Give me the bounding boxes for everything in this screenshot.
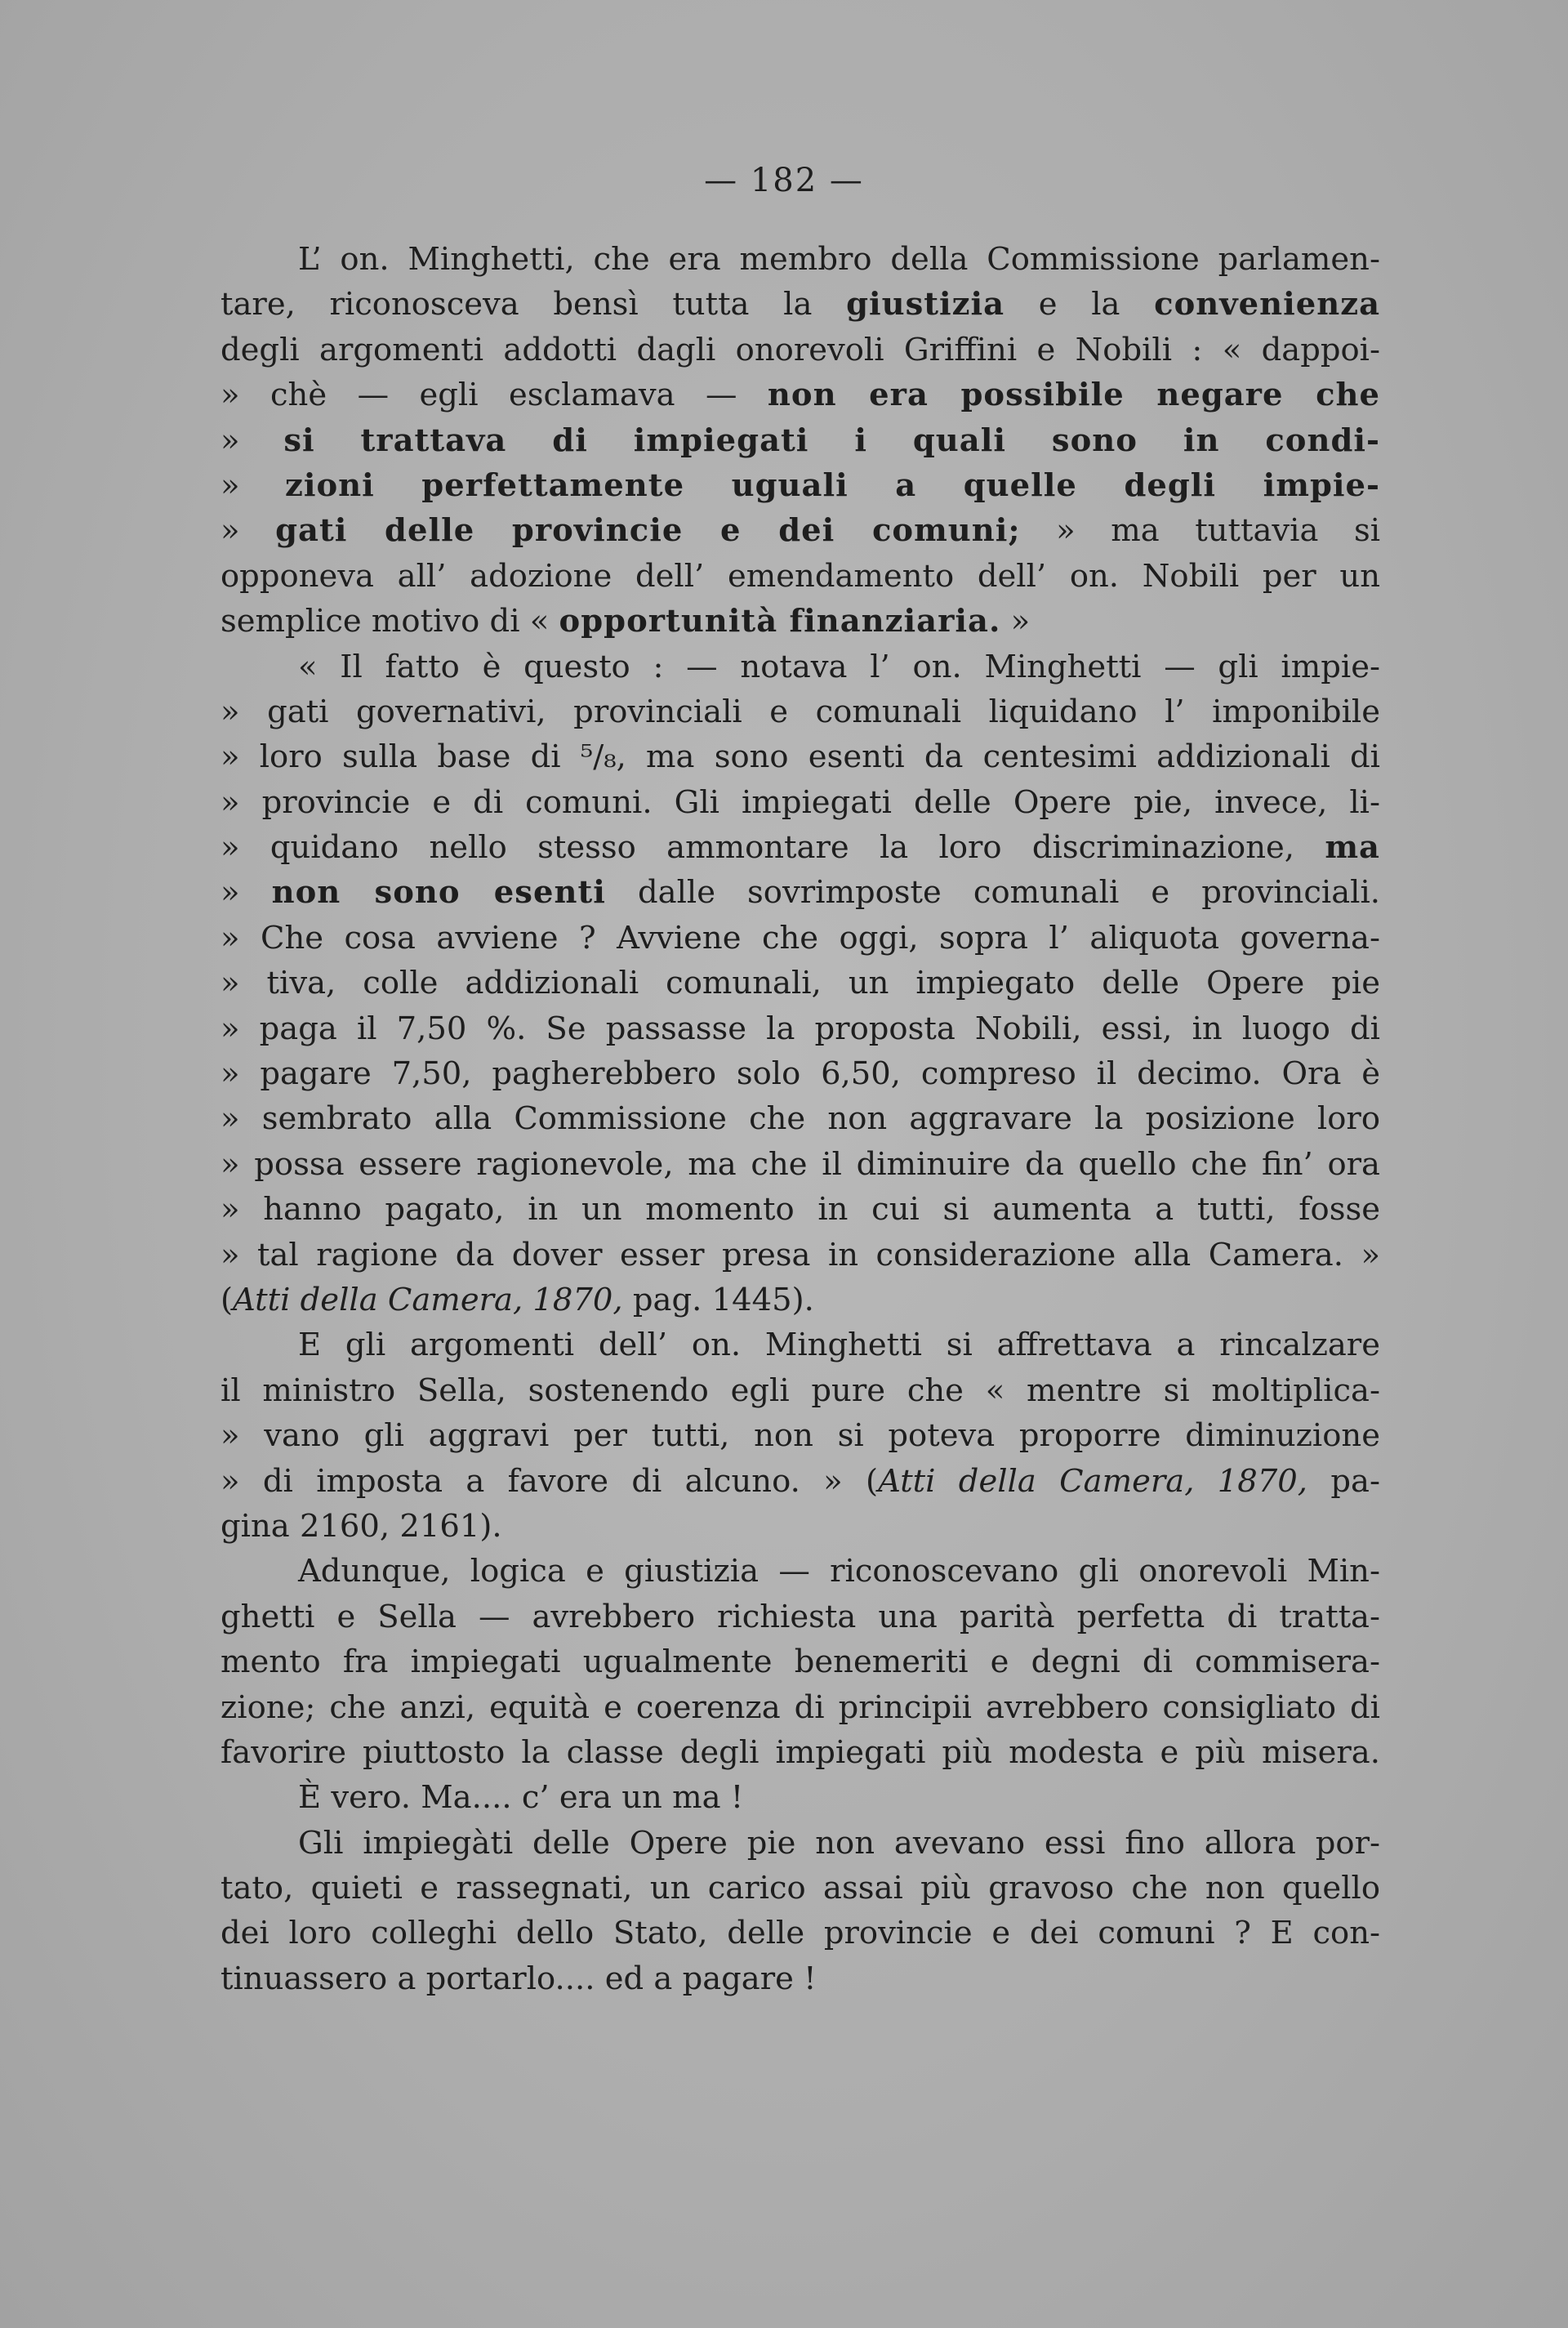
text-line [220, 1322, 1380, 1367]
text-line [220, 1233, 1380, 1278]
body-text [220, 237, 1380, 2001]
text-line [220, 644, 1380, 689]
text-line [220, 1368, 1380, 1413]
text-run: ( [220, 1281, 234, 1318]
bold-text: ma [1325, 829, 1380, 867]
text-line [220, 237, 1380, 282]
text-run: » tal ragione da dover esser presa in considerazione alla Camera. » [220, 1236, 1380, 1273]
text-line [220, 328, 1380, 372]
text-run: » [220, 466, 285, 504]
bold-text: convenienza [1154, 286, 1381, 323]
text-run: il ministro Sella, sostenendo egli pure che « mentre si moltiplica- [220, 1371, 1380, 1409]
bold-text: opportunità finanziaria. [559, 603, 1001, 640]
text-line [220, 734, 1380, 779]
text-run: » ma tuttavia si [1020, 512, 1381, 550]
text-line [220, 1594, 1380, 1639]
text-run: » hanno pagato, in un momento in cui si aumenta a tutti, fosse [220, 1191, 1380, 1229]
text-run: mento fra impiegati ugualmente benemeriti e degni di commisera- [220, 1643, 1380, 1681]
text-line [220, 1730, 1380, 1775]
text-run: » tiva, colle addizionali comunali, un impiegato delle Opere pie [220, 965, 1380, 1002]
text-run: L’ on. Minghetti, che era membro della Commissione parlamen- [298, 241, 1380, 278]
text-run: » chè — egli esclamava — [220, 377, 768, 414]
text-line [220, 463, 1380, 508]
bold-text: non era possibile negare che [767, 377, 1380, 414]
text-line [220, 554, 1380, 599]
text-run: » [220, 421, 284, 459]
text-line [220, 1775, 1380, 1820]
text-run: » pagare 7,50, pagherebbero solo 6,50, compreso il decimo. Ora è [220, 1055, 1380, 1093]
text-line [220, 1549, 1380, 1594]
text-run: « Il fatto è questo : — notava l’ on. Minghetti — gli impie- [298, 648, 1380, 685]
text-run: degli argomenti addotti dagli onorevoli Griffini e Nobili : « dappoi- [220, 331, 1380, 368]
text-run: » vano gli aggravi per tutti, non si poteva proporre diminuzione [220, 1417, 1380, 1455]
bold-text: non sono esenti [271, 874, 606, 912]
text-run: e la [1004, 286, 1155, 323]
text-run: opponeva all’ adozione dell’ emendamento dell’ on. Nobili per un [220, 557, 1380, 595]
text-line [220, 1685, 1380, 1730]
bold-text: gati delle provincie e dei comuni; [275, 512, 1021, 550]
text-run: pag. 1445). [622, 1281, 814, 1318]
text-run: » [220, 512, 276, 550]
text-line [220, 1051, 1380, 1096]
text-line [220, 1504, 1380, 1549]
text-line [220, 1187, 1380, 1232]
text-line [220, 689, 1380, 734]
bold-text: zioni perfettamente uguali a quelle degli impie- [284, 466, 1380, 504]
text-line [220, 418, 1380, 463]
text-line [220, 282, 1380, 327]
text-line [220, 870, 1380, 915]
text-run: » sembrato alla Commissione che non aggravare la posizione loro [220, 1100, 1380, 1138]
page-number: — 182 — [704, 162, 864, 199]
text-line [220, 825, 1380, 870]
text-line [220, 599, 1380, 644]
text-run: È vero. Ma.... c’ era un ma ! [298, 1779, 744, 1817]
text-line [220, 961, 1380, 1006]
text-run: » paga il 7,50 %. Se passasse la proposta Nobili, essi, in luogo di [220, 1010, 1380, 1047]
italic-citation: Atti della Camera, 1870, [878, 1462, 1308, 1500]
text-run: pa- [1307, 1462, 1380, 1500]
text-run: » possa essere ragionevole, ma che il diminuire da quello che fin’ ora [220, 1145, 1380, 1183]
text-run: » loro sulla base di ⁵/₈, ma sono esenti da centesimi addizionali di [220, 738, 1380, 776]
text-line [220, 372, 1380, 417]
text-run: semplice motivo di « [220, 603, 559, 640]
text-run: » quidano nello stesso ammontare la loro discriminazione, [220, 829, 1325, 867]
text-line [220, 1006, 1380, 1051]
text-run: E gli argomenti dell’ on. Minghetti si affrettava a rincalzare [298, 1327, 1380, 1364]
text-run: gina 2160, 2161). [220, 1507, 502, 1545]
text-run: Adunque, logica e giustizia — riconoscevano gli onorevoli Min- [298, 1553, 1380, 1590]
text-line [220, 508, 1380, 553]
text-run: Gli impiegàti delle Opere pie non avevano essi fino allora por- [298, 1824, 1380, 1862]
text-line [220, 1459, 1380, 1504]
text-run: zione; che anzi, equità e coerenza di principii avrebbero consigliato di [220, 1688, 1380, 1726]
bold-text: si trattava di impiegati i quali sono in condi- [283, 421, 1381, 459]
text-line [220, 1096, 1380, 1141]
text-line [220, 1278, 1380, 1322]
text-line [220, 1866, 1380, 1911]
text-line [220, 1142, 1380, 1187]
text-run: dalle sovrimposte comunali e provinciali. [605, 874, 1381, 912]
italic-citation: Atti della Camera, 1870, [233, 1281, 623, 1318]
text-line [220, 1413, 1380, 1458]
text-run: » di imposta a favore di alcuno. » ( [220, 1462, 879, 1500]
text-run: » gati governativi, provinciali e comunali liquidano l’ imponibile [220, 693, 1380, 730]
text-line [220, 1821, 1380, 1866]
text-run: ghetti e Sella — avrebbero richiesta una parità perfetta di tratta- [220, 1598, 1380, 1635]
bold-text: giustizia [846, 286, 1005, 323]
text-line [220, 1956, 1380, 2001]
text-line [220, 780, 1380, 825]
text-run: » [1000, 603, 1031, 640]
text-line [220, 1639, 1380, 1684]
text-run: » [220, 874, 272, 912]
text-run: tinuassero a portarlo.... ed a pagare ! [220, 1960, 817, 1997]
text-run: » provincie e di comuni. Gli impiegati delle Opere pie, invece, li- [220, 783, 1380, 821]
text-run: tato, quieti e rassegnati, un carico assai più gravoso che non quello [220, 1870, 1380, 1907]
text-run: tare, riconosceva bensì tutta la [220, 286, 847, 323]
text-run: dei loro colleghi dello Stato, delle provincie e dei comuni ? E con- [220, 1915, 1380, 1952]
text-run: » Che cosa avviene ? Avviene che oggi, sopra l’ aliquota governa- [220, 919, 1380, 957]
text-line [220, 1911, 1380, 1956]
text-run: favorire piuttosto la classe degli impiegati più modesta e più misera. [220, 1733, 1380, 1771]
text-line [220, 916, 1380, 961]
